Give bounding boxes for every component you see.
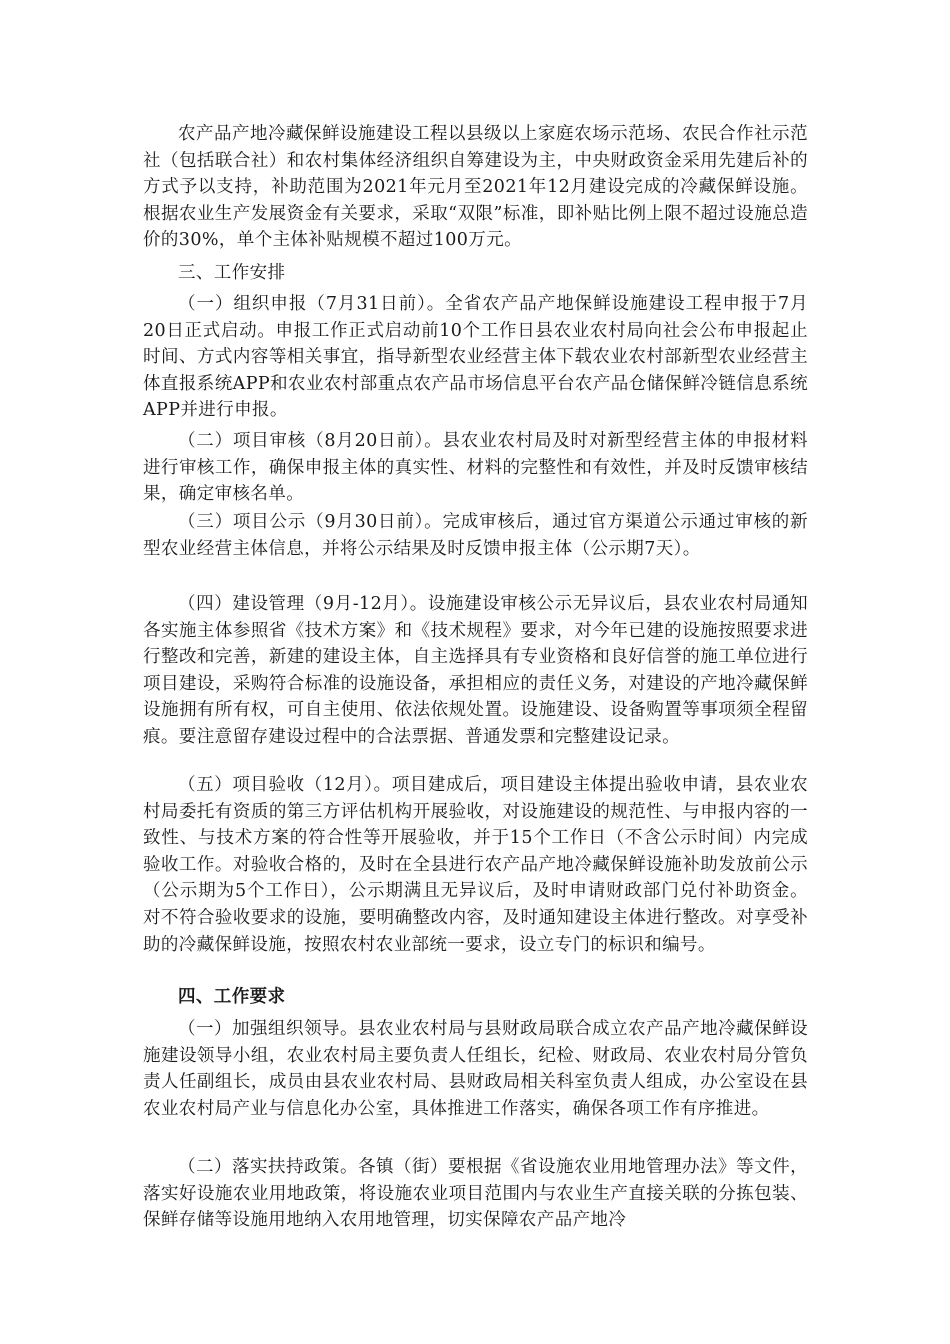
paragraph-strengthen-leadership: （一）加强组织领导。县农业农村局与县财政局联合成立农产品产地冷藏保鲜设施建设领导小组，农业农村局主要负责人任组长，纪检、财政局、农业农村局分管负责人任副组长，成员由县农业农村局、县财政局相关科室负责人组成，办公室设在县农业农村局产业与信息化办公室，具体推进工作落实，确保各项工作有序推进。 (143, 1019, 808, 1119)
intro-paragraph: 农产品产地冷藏保鲜设施建设工程以县级以上家庭农场示范场、农民合作社示范社（包括联合社）和农村集体经济组织自筹建设为主，中央财政资金采用先建后补的方式予以支持，补助范围为2021年元月至2021年12月建设完成的冷藏保鲜设施。根据农业生产发展资金有关要求，采取“双限”标准，即补贴比例上限不超过设施总造价的30%，单个主体补贴规模不超过100万元。 (143, 124, 808, 251)
paragraph-project-acceptance: （五）项目验收（12月）。项目建成后，项目建设主体提出验收申请，县农业农村局委托有资质的第三方评估机构开展验收，对设施建设的规范性、与申报内容的一致性、与技术方案的符合性等开展验收，并于15个工作日（不含公示时间）内完成验收工作。对验收合格的，及时在全县进行农产品产地冷藏保鲜设施补助发放前公示（公示期为5个工作日），公示期满且无异议后，及时申请财政部门兑付补助资金。对不符合验收要求的设施，要明确整改内容，及时通知建设主体进行整改。对享受补助的冷藏保鲜设施，按照农村农业部统一要求，设立专门的标识和编号。 (143, 775, 808, 955)
paragraph-implement-policies: （二）落实扶持政策。各镇（街）要根据《省设施农业用地管理办法》等文件，落实好设施农业用地政策，将设施农业项目范围内与农业生产直接关联的分拣包装、保鲜存储等设施用地纳入农用地管理，切实保障农产品产地冷 (143, 1157, 808, 1231)
section-heading-work-requirements: 四、工作要求 (178, 987, 286, 1007)
paragraph-organize-application: （一）组织申报（7月31日前）。全省农产品产地保鲜设施建设工程申报于7月20日正式启动。申报工作正式启动前10个工作日县农业农村局向社会公布申报起止时间、方式内容等相关事宜，指导新型农业经营主体下载农业农村部新型农业经营主体直报系统APP和农业农村部重点农产品市场信息平台农产品仓储保鲜冷链信息系统APP并进行申报。 (143, 294, 808, 421)
paragraph-project-publicity: （三）项目公示（9月30日前）。完成审核后，通过官方渠道公示通过审核的新型农业经营主体信息，并将公示结果及时反馈申报主体（公示期7天）。 (143, 512, 808, 559)
paragraph-construction-management: （四）建设管理（9月-12月）。设施建设审核公示无异议后，县农业农村局通知各实施主体参照省《技术方案》和《技术规程》要求，对今年已建的设施按照要求进行整改和完善，新建的建设主体，自主选择具有专业资格和良好信誉的施工单位进行项目建设，采购符合标准的设施设备，承担相应的责任义务，对建设的产地冷藏保鲜设施拥有所有权，可自主使用、依法依规处置。设施建设、设备购置等事项须全程留痕。要注意留存建设过程中的合法票据、普通发票和完整建设记录。 (143, 594, 808, 747)
paragraph-project-review: （二）项目审核（8月20日前）。县农业农村局及时对新型经营主体的申报材料进行审核工作，确保申报主体的真实性、材料的完整性和有效性，并及时反馈审核结果，确定审核名单。 (143, 431, 808, 505)
section-heading-work-arrangement: 三、工作安排 (178, 263, 286, 283)
